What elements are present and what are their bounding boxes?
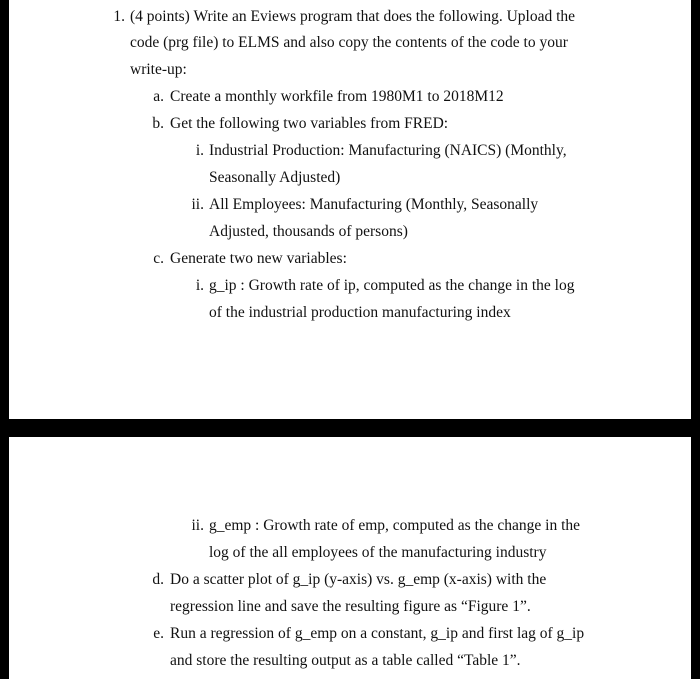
item-d-line-2: regression line and save the resulting figure as “Figure 1”. [170,598,531,615]
item-d-marker: d. [152,571,164,588]
item-d-line-1: Do a scatter plot of g_ip (y-axis) vs. g_emp (x-axis) with the [170,571,547,588]
item-b-ii-line-2: Adjusted, thousands of persons) [209,223,408,240]
item-b-marker: b. [152,115,164,132]
item-b-ii-marker: ii. [191,196,204,213]
item-b-ii-line-1: All Employees: Manufacturing (Monthly, Seasonally [209,196,539,213]
item-c-i-line-2: of the industrial production manufacturing index [209,304,511,321]
document-page-2 [9,437,691,679]
item-e-line-1: Run a regression of g_emp on a constant, g_ip and first lag of g_ip [170,625,585,642]
item-b-i-line-2: Seasonally Adjusted) [209,169,341,186]
item-c-i-line-1: g_ip : Growth rate of ip, computed as the change in the log [209,277,575,294]
question-number: 1. [113,8,125,25]
question-line-3: write-up: [130,61,187,78]
item-c-i-marker: i. [195,277,204,294]
item-b-i-marker: i. [195,142,204,159]
item-c-ii-line-1: g_emp : Growth rate of emp, computed as the change in the [209,517,581,534]
item-a-text: Create a monthly workfile from 1980M1 to 2018M12 [170,88,504,105]
item-e-marker: e. [153,625,164,642]
document-page-1 [9,0,691,419]
item-c-text: Generate two new variables: [170,250,347,267]
item-c-ii-line-2: log of the all employees of the manufacturing industry [209,544,547,561]
item-e-line-2: and store the resulting output as a table called “Table 1”. [170,652,521,669]
item-b-i-line-1: Industrial Production: Manufacturing (NAICS) (Monthly, [209,142,567,159]
item-b-text: Get the following two variables from FRED: [170,115,449,132]
question-line-2: code (prg file) to ELMS and also copy the contents of the code to your [130,34,568,51]
item-c-ii-marker: ii. [191,517,204,534]
question-line-1: (4 points) Write an Eviews program that does the following. Upload the [130,8,576,25]
item-c-marker: c. [153,250,164,267]
item-a-marker: a. [153,88,164,105]
